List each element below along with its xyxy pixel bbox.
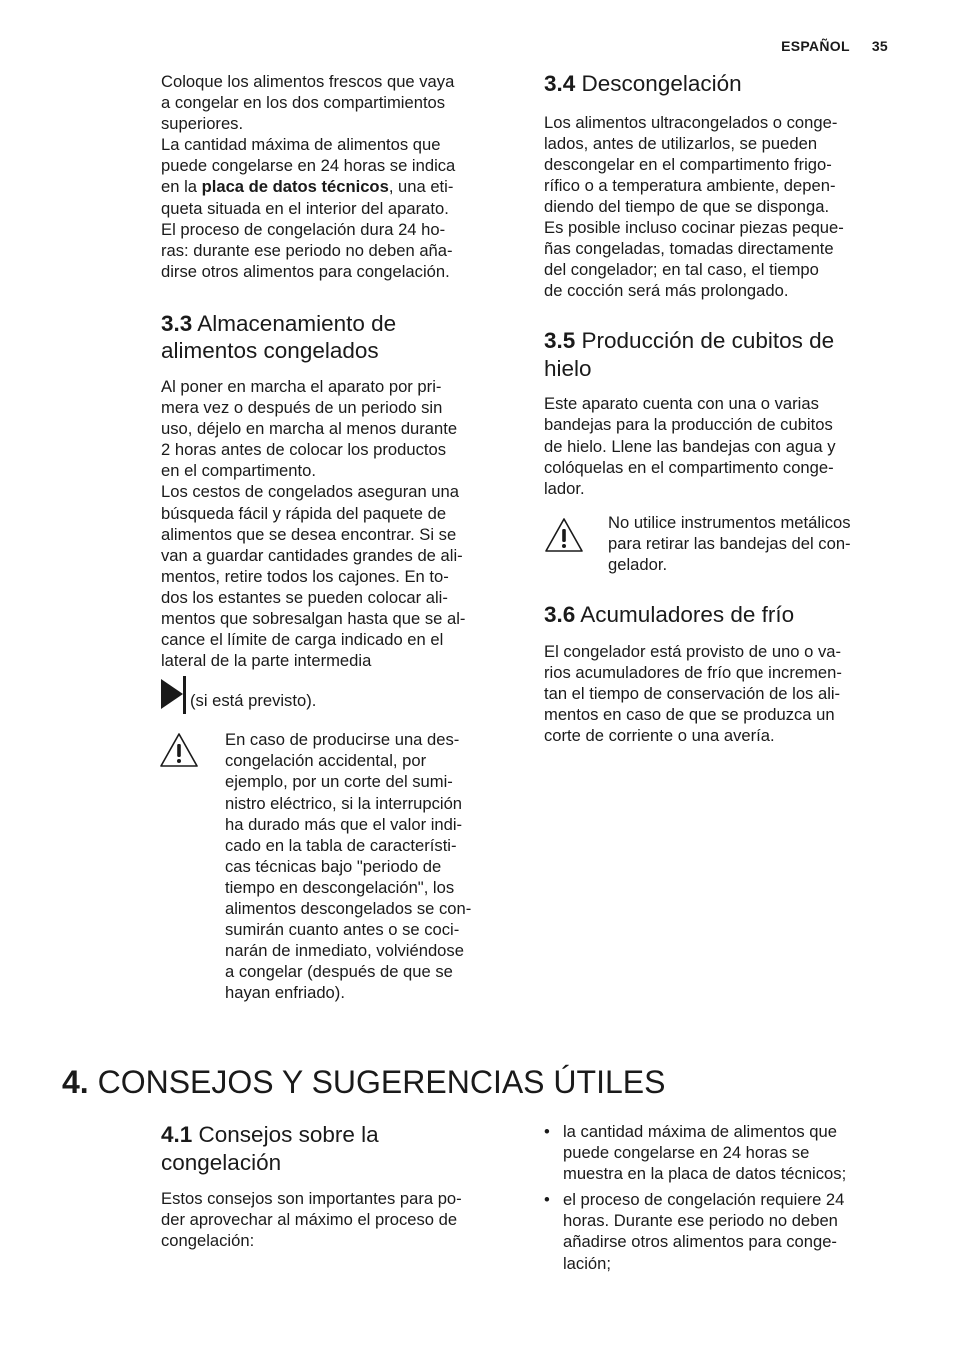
section-3-4-body — [544, 112, 904, 302]
text-line: puede congelarse en 24 horas se indica — [161, 156, 456, 176]
text-line: El proceso de congelación dura 24 ho- — [161, 219, 446, 239]
header-language: ESPAÑOL — [781, 38, 850, 54]
section-heading-3-4 — [544, 70, 904, 98]
text-line: en el compartimento. — [161, 461, 316, 481]
bullet-marker: • — [544, 1122, 550, 1141]
text-line: Es posible incluso cocinar piezas peque- — [544, 217, 844, 237]
intermediate-level-icon — [161, 676, 189, 714]
text-line: la cantidad máxima de alimentos que — [563, 1122, 837, 1141]
text-line: mera vez o después de un periodo sin — [161, 398, 443, 418]
right-column — [544, 70, 904, 746]
text-line: En caso de producirse una des- — [225, 730, 460, 750]
text-line: añadirse otros alimentos para conge- — [563, 1232, 837, 1252]
text-line: Estos consejos son importantes para po- — [161, 1189, 462, 1208]
section-heading-3-5 — [544, 327, 904, 382]
text-line: a congelar (después de que se — [225, 962, 453, 982]
warning-text — [608, 512, 904, 575]
text-line: gelador. — [608, 555, 668, 574]
text-line: colóquelas en el compartimento conge- — [544, 457, 834, 477]
chapter-number: 4. — [62, 1064, 89, 1100]
text-line: horas. Durante ese periodo no deben — [563, 1211, 838, 1231]
ice-tray-warning — [544, 512, 904, 575]
symbol-caption: (si está previsto). — [190, 691, 317, 711]
text-line: diendo del tiempo de que se disponga. — [544, 196, 830, 216]
text-line: El congelador está provisto de uno o va- — [544, 641, 842, 661]
text-line: narán de inmediato, volviéndose — [225, 941, 464, 961]
list-item — [544, 1121, 904, 1184]
text-line: rífico o a temperatura ambiente, depen- — [544, 175, 836, 195]
section-number: 4.1 — [161, 1122, 193, 1147]
text-fragment: , una eti- — [388, 177, 454, 197]
text-fragment: en la — [161, 177, 202, 197]
section-title: congelación — [161, 1149, 282, 1175]
text-line: de cocción será más prolongado. — [544, 281, 789, 301]
text-line: tiempo en descongelación", los — [225, 877, 455, 897]
section-title: hielo — [544, 355, 592, 381]
text-line: nistro eléctrico, si la interrupción — [225, 793, 463, 813]
text-line: lados, antes de utilizarlos, se pueden — [544, 133, 818, 153]
text-line: Coloque los alimentos frescos que vaya — [161, 72, 455, 91]
text-line: alimentos descongelados se con- — [225, 899, 472, 918]
text-line: congelación accidental, por — [225, 751, 427, 771]
text-line: queta situada en el interior del aparato. — [161, 198, 449, 218]
text-line: Los cestos de congelados aseguran una — [161, 482, 459, 502]
text-line — [161, 176, 521, 197]
section-3-3-body — [161, 376, 521, 671]
tips-list-column — [544, 1121, 904, 1274]
section-3-5-body — [544, 393, 904, 498]
text-line: mentos que sobresalgan hasta que se al- — [161, 608, 466, 628]
text-line: No utilice instrumentos metálicos — [608, 512, 851, 532]
text-line: sumirán cuanto antes o se coci- — [225, 920, 460, 940]
defrost-warning — [161, 729, 521, 1003]
warning-text — [225, 729, 521, 1003]
intro-paragraph — [161, 71, 521, 282]
text-line: superiores. — [161, 114, 244, 134]
text-line: der aprovechar al máximo el proceso de — [161, 1210, 458, 1230]
text-line: el proceso de congelación requiere 24 — [563, 1190, 845, 1210]
section-heading-3-6 — [544, 601, 904, 629]
section-heading-4-1 — [161, 1121, 521, 1176]
section-number: 3.5 — [544, 328, 576, 354]
text-line: cado en la tabla de característi- — [225, 835, 457, 855]
text-line: hayan enfriado). — [225, 983, 345, 1003]
text-line: cance el límite de carga indicado en el — [161, 630, 444, 650]
section-number: 3.4 — [544, 71, 576, 96]
text-line: puede congelarse en 24 horas se — [563, 1143, 810, 1163]
text-line: descongelar en el compartimento frigo- — [544, 154, 832, 174]
text-line: congelación: — [161, 1231, 255, 1251]
text-line: lador. — [544, 478, 585, 498]
list-item — [544, 1189, 904, 1273]
text-line: alimentos que se desea encontrar. Si se — [161, 524, 457, 544]
section-4-1-body — [161, 1188, 521, 1251]
text-line: cas técnicas bajo "periodo de — [225, 856, 442, 876]
text-line: ejemplo, por un corte del sumi- — [225, 772, 453, 792]
text-line: búsqueda fácil y rápida del paquete de — [161, 503, 447, 523]
text-line: lateral de la parte intermedia — [161, 651, 372, 671]
text-line: ñas congeladas, tomadas directamente — [544, 239, 834, 259]
text-line: rios acumuladores de frío que incremen- — [544, 662, 842, 682]
warning-icon — [158, 731, 200, 769]
text-line: mentos en caso de que se produzca un — [544, 704, 835, 724]
text-line: 2 horas antes de colocar los productos — [161, 440, 447, 460]
section-number: 3.6 — [544, 602, 576, 628]
chapter-heading — [62, 1062, 665, 1102]
text-line: ras: durante ese periodo no deben aña- — [161, 240, 453, 260]
text-line: dos los estantes se pueden colocar ali- — [161, 587, 448, 607]
text-line: Los alimentos ultracongelados o conge- — [544, 112, 838, 132]
bullet-marker: • — [544, 1190, 550, 1210]
tips-list — [544, 1121, 904, 1274]
text-line: mentos, retire todos los cajones. En to- — [161, 566, 449, 586]
text-line: tan el tiempo de conservación de los ali- — [544, 683, 841, 703]
section-number: 3.3 — [161, 310, 193, 336]
text-line: bandejas para la producción de cubitos — [544, 415, 833, 435]
text-line: ha durado más que el valor indi- — [225, 814, 463, 834]
text-line: Este aparato cuenta con una o varias — [544, 394, 819, 414]
text-line: corte de corriente o una avería. — [544, 725, 775, 745]
text-line: uso, déjelo en marcha al menos durante — [161, 419, 458, 439]
text-line: del congelador; en tal caso, el tiempo — [544, 260, 819, 280]
section-4-1 — [161, 1121, 521, 1251]
text-line: van a guardar cantidades grandes de ali- — [161, 545, 463, 565]
left-column — [161, 71, 521, 1003]
text-line: Al poner en marcha el aparato por pri- — [161, 376, 442, 396]
bold-term: placa de datos técnicos — [201, 177, 389, 197]
section-title: Almacenamiento de — [192, 310, 397, 336]
text-line: de hielo. Llene las bandejas con agua y — [544, 436, 836, 456]
section-title: alimentos congelados — [161, 338, 379, 364]
text-line: para retirar las bandejas del con- — [608, 533, 851, 553]
section-title: Acumuladores de frío — [575, 602, 795, 628]
section-3-6-body — [544, 641, 904, 746]
section-title: Producción de cubitos de — [575, 328, 835, 354]
text-line: lación; — [563, 1253, 611, 1273]
page-number: 35 — [871, 38, 888, 54]
text-line: a congelar en los dos compartimientos — [161, 93, 446, 113]
page-header — [781, 38, 888, 54]
text-line: La cantidad máxima de alimentos que — [161, 135, 441, 155]
section-title: Descongelación — [575, 71, 742, 96]
warning-icon — [543, 516, 585, 554]
intermediate-symbol-row — [161, 676, 521, 712]
chapter-title: CONSEJOS Y SUGERENCIAS ÚTILES — [88, 1064, 666, 1100]
text-line: muestra en la placa de datos técnicos; — [563, 1164, 847, 1184]
section-title: Consejos sobre la — [192, 1122, 379, 1147]
section-heading-3-3 — [161, 310, 521, 365]
text-line: dirse otros alimentos para congelación. — [161, 261, 450, 281]
